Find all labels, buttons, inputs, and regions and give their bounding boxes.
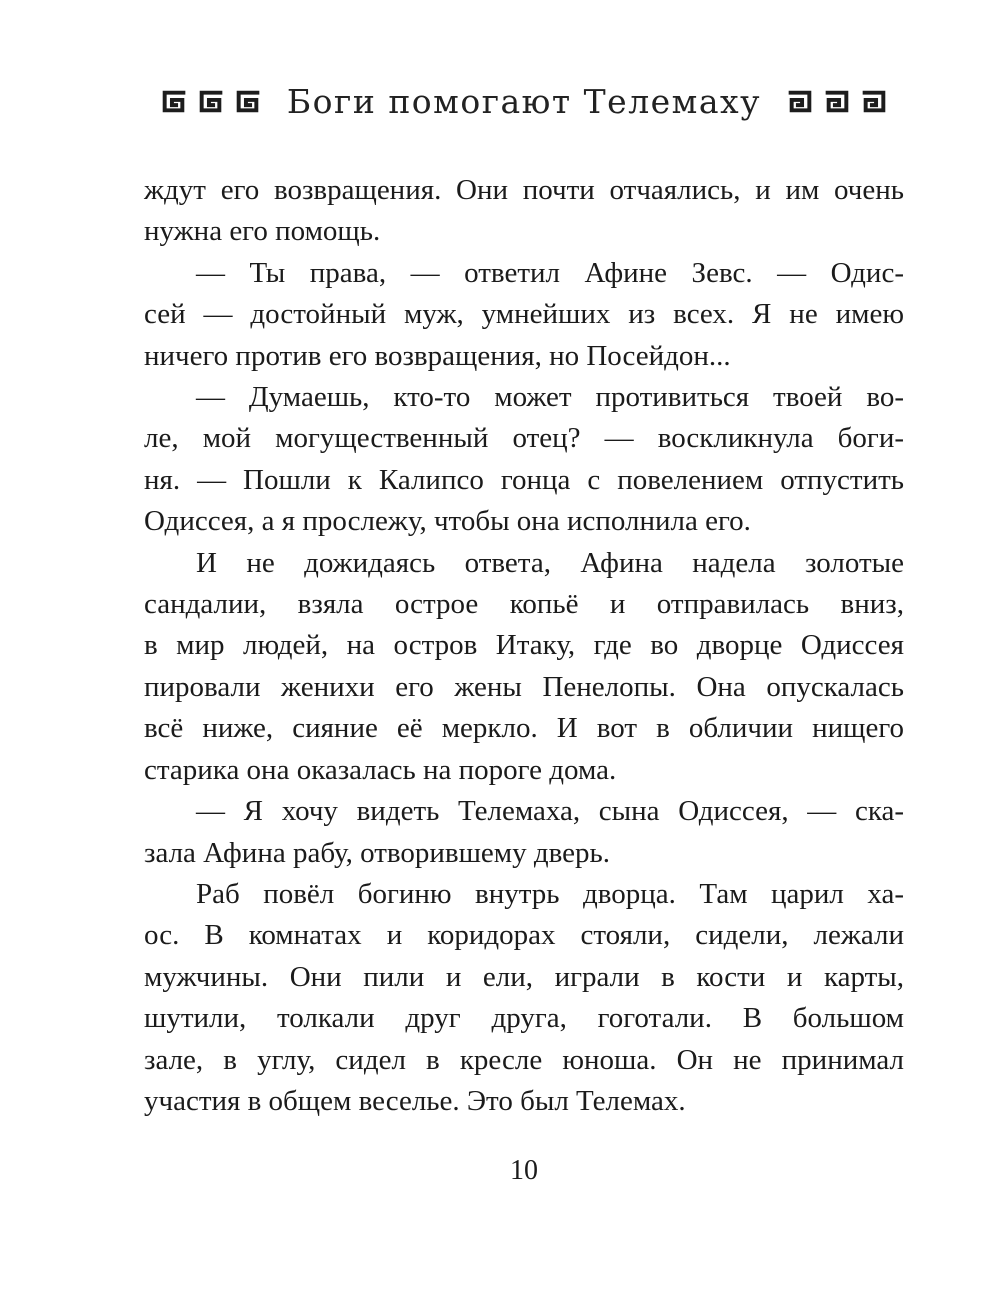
- text-line: старика она оказалась на пороге дома.: [144, 753, 617, 786]
- text-line: мужчины. Они пили и ели, играли в кости и карты,: [144, 960, 904, 993]
- text-line: участия в общем веселье. Это был Телемах.: [144, 1084, 686, 1117]
- text-line: ничего против его возвращения, но Посейдон...: [144, 339, 731, 372]
- paragraph: [144, 791, 904, 874]
- greek-meander-icon: [160, 88, 187, 115]
- text-line: в мир людей, на остров Итаку, где во дворце Одиссея: [144, 629, 904, 662]
- text-line: сей — достойный муж, умнейших из всех. Я не имею: [144, 298, 904, 331]
- paragraph: [144, 253, 904, 377]
- meander-ornament-left: [160, 88, 261, 115]
- text-line: сандалии, взяла острое копьё и отправилась вниз,: [144, 588, 904, 621]
- text-line: — Думаешь, кто-то может противиться твоей во-: [196, 381, 904, 414]
- text-line: ня. — Пошли к Калипсо гонца с повелением отпустить: [144, 463, 904, 496]
- paragraph: [144, 377, 904, 543]
- text-line: пировали женихи его жены Пенелопы. Она опускалась: [144, 670, 904, 703]
- chapter-header: [144, 82, 904, 121]
- text-line: шутили, толкали друг друга, гоготали. В большом: [144, 1002, 904, 1035]
- greek-meander-icon: [234, 88, 261, 115]
- text-line: ждут его возвращения. Они почти отчаялись, и им очень: [144, 174, 904, 206]
- greek-meander-icon: [197, 88, 224, 115]
- page-body-text: [144, 170, 904, 1122]
- text-line: зала Афина рабу, отворившему дверь.: [144, 836, 611, 869]
- meander-ornament-right: [787, 88, 888, 115]
- text-line: ле, мой могущественный отец? — воскликнула боги-: [144, 422, 904, 455]
- text-line: И не дожидаясь ответа, Афина надела золотые: [196, 546, 904, 579]
- text-line: Раб повёл богиню внутрь дворца. Там царил ха-: [196, 877, 904, 910]
- text-line: — Ты права, — ответил Афине Зевс. — Одис-: [196, 256, 904, 289]
- text-line: всё ниже, сияние её меркло. И вот в обличии нищего: [144, 712, 904, 745]
- greek-meander-icon: [861, 88, 888, 115]
- paragraph: [144, 543, 904, 791]
- text-line: ос. В комнатах и коридорах стояли, сидели, лежали: [144, 919, 904, 952]
- text-line: — Я хочу видеть Телемаха, сына Одиссея, — ска-: [196, 795, 904, 828]
- page-number: 10: [510, 1155, 538, 1186]
- chapter-title: Боги помогают Телемаху: [286, 82, 762, 121]
- text-line: зале, в углу, сидел в кресле юноша. Он не принимал: [144, 1043, 904, 1076]
- greek-meander-icon: [787, 88, 814, 115]
- text-line: Одиссея, а я прослежу, чтобы она исполнила его.: [144, 505, 751, 538]
- text-line: нужна его помощь.: [144, 215, 381, 248]
- paragraph: [144, 874, 904, 1122]
- paragraph: [144, 170, 904, 253]
- greek-meander-icon: [824, 88, 851, 115]
